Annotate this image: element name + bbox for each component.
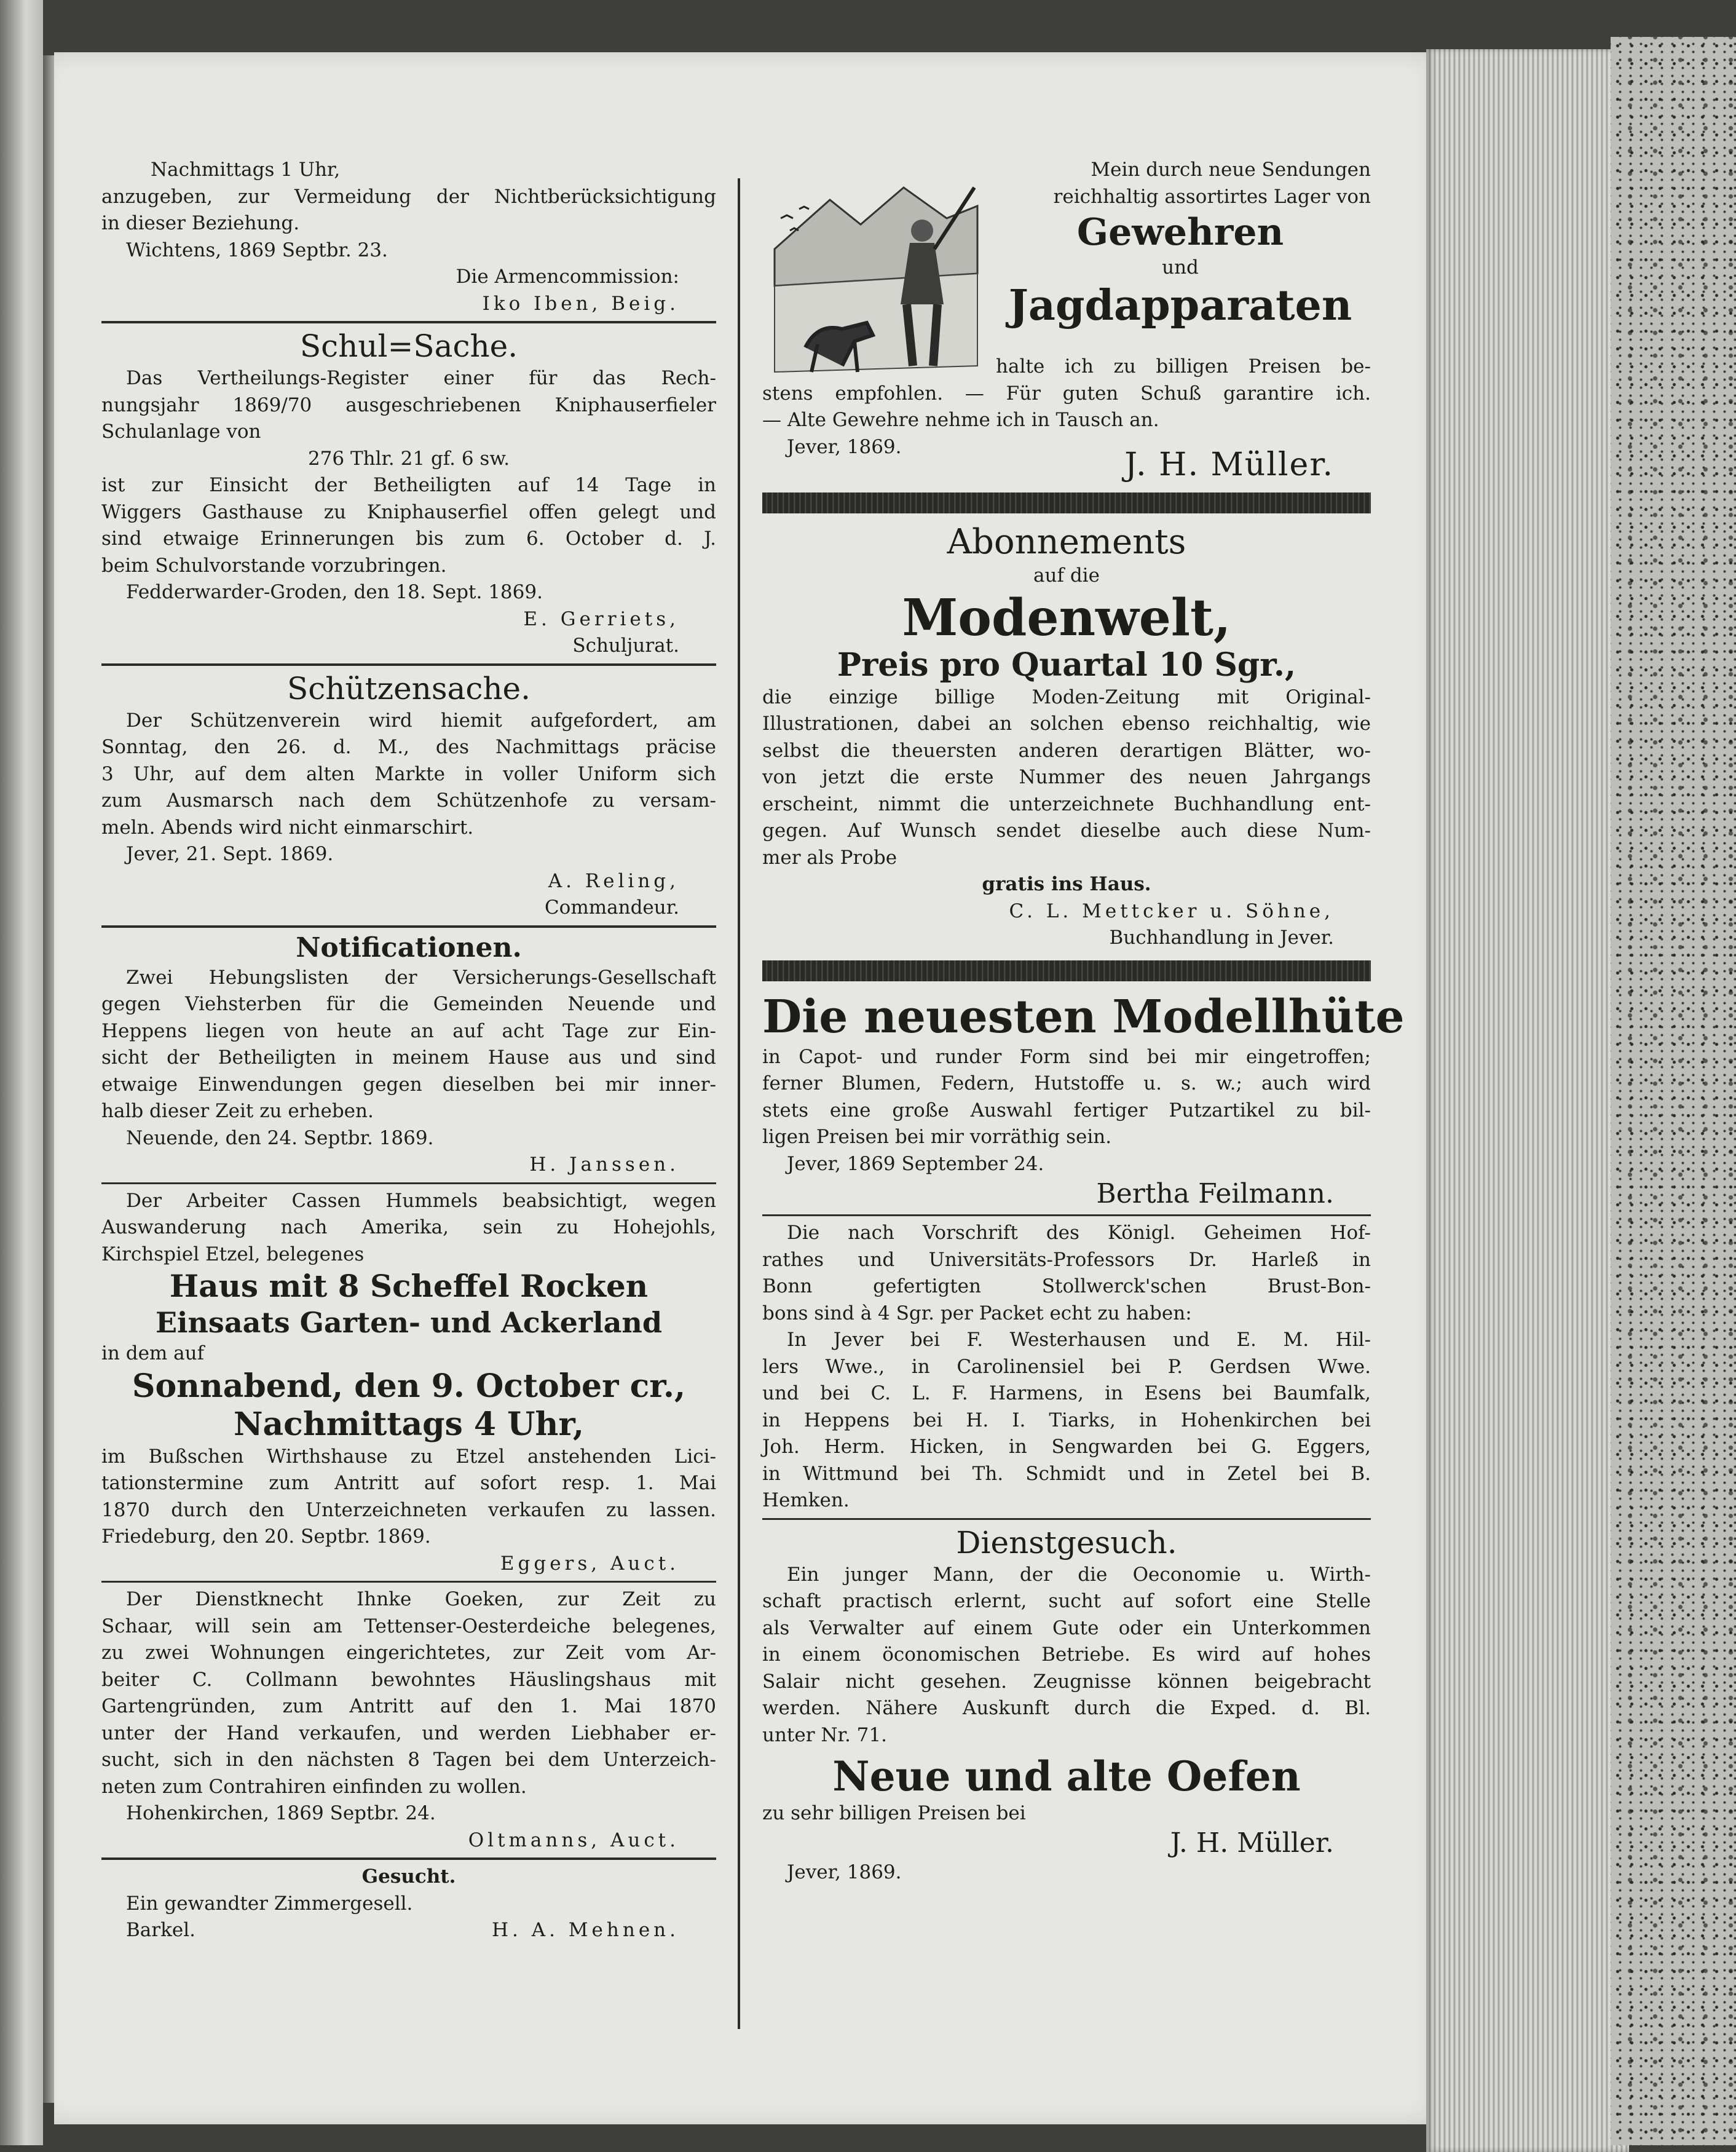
text-line: mer als Probe: [762, 846, 898, 869]
text-line: sucht, sich in den nächsten 8 Tagen bei dem Unterzeich-: [101, 1749, 716, 1771]
text-line: Jever, 21. Sept. 1869.: [126, 843, 334, 865]
text-line: meln. Abends wird nicht einmarschirt.: [101, 816, 474, 839]
right-column: [762, 157, 1405, 1886]
text-line: schaft practisch erlernt, sucht auf sofort eine Stelle: [762, 1590, 1371, 1612]
text-line: — Alte Gewehre nehme ich in Tausch an.: [762, 409, 1159, 431]
signature: Bertha Feilmann.: [1096, 1178, 1334, 1209]
text-line: Mein durch neue Sendungen: [1091, 159, 1371, 181]
dienstknecht-notice: [101, 1586, 716, 1854]
section-heading: Notificationen.: [296, 932, 522, 963]
text-line: gegen Viehsterben für die Gemeinden Neuende und: [101, 993, 716, 1015]
text-line: Illustrationen, dabei an solchen ebenso reichhaltig, wie: [762, 713, 1371, 735]
text-line: in Wittmund bei Th. Schmidt und in Zetel bei B.: [762, 1462, 1371, 1485]
haus-notice: [101, 1188, 716, 1578]
text-line: unter der Hand verkaufen, und werden Liebhaber er-: [101, 1722, 716, 1744]
schul-notice: [101, 327, 716, 660]
page-edges: [1426, 49, 1629, 2152]
text-line: Wichtens, 1869 Septbr. 23.: [126, 239, 388, 261]
text-line: gratis ins Haus.: [982, 873, 1151, 895]
modellhuete-ad: [762, 990, 1405, 1211]
display-line: Gewehren: [1076, 211, 1284, 254]
gewehre-text: [990, 157, 1371, 330]
text-line: stets eine große Auswahl fertiger Putzartikel zu bil-: [762, 1099, 1371, 1121]
text-line: 1870 durch den Unterzeichneten verkaufen zu lassen.: [101, 1498, 716, 1521]
text-line: Friedeburg, den 20. Septbr. 1869.: [101, 1525, 431, 1548]
text-line: etwaige Einwendungen gegen dieselben bei mir inner-: [101, 1073, 716, 1096]
text-line: nungsjahr 1869/70 ausgeschriebenen Kniphauserfieler: [101, 394, 716, 416]
text-line: in einem öconomischen Betriebe. Es wird auf hohes: [762, 1644, 1371, 1666]
separator-rule: [762, 1518, 1371, 1520]
text-line: halte ich zu billigen Preisen be-: [996, 355, 1371, 378]
text-line: sind etwaige Erinnerungen bis zum 6. October d. J.: [101, 528, 716, 550]
signature: Die Armencommission:: [456, 266, 679, 288]
text-line: Hemken.: [762, 1489, 850, 1511]
signature: Eggers, Auct.: [500, 1552, 679, 1575]
display-line: Die neuesten Modellhüte: [762, 990, 1405, 1043]
signature: C. L. Mettcker u. Söhne,: [1009, 900, 1334, 922]
text-line: und bei C. L. F. Harmens, in Esens bei Baumfalk,: [762, 1382, 1371, 1404]
text-line: beiter C. Collmann bewohntes Häuslingshaus mit: [101, 1668, 716, 1691]
section-heading: Gesucht.: [361, 1865, 456, 1888]
text-line: bons sind à 4 Sgr. per Packet echt zu haben:: [762, 1302, 1192, 1324]
text-line: Joh. Herm. Hicken, in Sengwarden bei G. Eggers,: [762, 1436, 1371, 1458]
separator-rule: [101, 1857, 716, 1860]
armen-notice: [101, 157, 716, 317]
text-line: unter Nr. 71.: [762, 1723, 887, 1746]
text-line: halb dieser Zeit zu erheben.: [101, 1100, 374, 1122]
text-line: von jetzt die erste Nummer des neuen Jahrgangs: [762, 766, 1371, 788]
text-line: erscheint, nimmt die unterzeichnete Buchhandlung ent-: [762, 793, 1371, 815]
text-line: ist zur Einsicht der Betheiligten auf 14 Tage in: [101, 474, 716, 496]
text-line: Jever, 1869.: [787, 1861, 902, 1883]
text-line: In Jever bei F. Westerhausen und E. M. Hil-: [787, 1329, 1371, 1351]
text-line: zu zwei Wohnungen eingerichtetes, zur Zeit vom Ar-: [101, 1642, 716, 1664]
oefen-ad: [762, 1752, 1371, 1886]
text-line: tationstermine zum Antritt auf sofort resp. 1. Mai: [101, 1472, 716, 1494]
text-line: anzugeben, zur Vermeidung der Nichtberücksichtigung: [101, 185, 716, 208]
text-line: stens empfohlen. — Für guten Schuß garantire ich.: [762, 382, 1371, 405]
black-divider-bar: [762, 960, 1371, 981]
modenwelt-ad: [762, 522, 1371, 952]
gesucht-notice: [101, 1864, 716, 1944]
display-line: Preis pro Quartal 10 Sgr.,: [837, 646, 1296, 684]
text-line: zu sehr billigen Preisen bei: [762, 1802, 1026, 1824]
text-line: beim Schulvorstande vorzubringen.: [101, 554, 447, 577]
gewehre-lower: [762, 354, 1371, 461]
book-cover-board: [1611, 37, 1736, 2145]
left-page-edge: [0, 0, 43, 2145]
gewehre-ad: [762, 157, 1371, 464]
black-divider-bar: [762, 493, 1371, 513]
separator-rule: [101, 925, 716, 928]
section-heading: Dienstgesuch.: [956, 1524, 1177, 1561]
signature: Commandeur.: [544, 896, 679, 919]
notif-notice: [101, 932, 716, 1179]
bonbons-ad: [762, 1220, 1371, 1514]
amount-line: 276 Thlr. 21 gf. 6 sw.: [307, 447, 510, 470]
text-line: Salair nicht gesehen. Zeugnisse können beigebracht: [762, 1670, 1371, 1693]
book-gutter: [43, 55, 54, 2103]
text-line: Kirchspiel Etzel, belegenes: [101, 1243, 365, 1265]
text-line: Hohenkirchen, 1869 Septbr. 24.: [126, 1802, 436, 1824]
separator-rule: [762, 1214, 1371, 1216]
text-line: ferner Blumen, Federn, Hutstoffe u. s. w.; auch wird: [762, 1072, 1371, 1094]
text-line: Auswanderung nach Amerika, sein zu Hohejohls,: [101, 1216, 716, 1238]
text-line: Das Vertheilungs-Register einer für das Rech-: [126, 367, 716, 389]
display-line: Modenwelt,: [902, 588, 1231, 647]
text-line: die einzige billige Moden-Zeitung mit Original-: [762, 686, 1371, 708]
text-line: in Heppens bei H. I. Tiarks, in Hohenkirchen bei: [762, 1409, 1371, 1431]
text-line: selbst die theuersten anderen derartigen Blätter, wo-: [762, 739, 1371, 762]
text-line: Schulanlage von: [101, 421, 261, 443]
text-line: Die nach Vorschrift des Königl. Geheimen Hof-: [787, 1222, 1371, 1244]
text-line: lers Wwe., in Carolinensiel bei P. Gerdsen Wwe.: [762, 1355, 1371, 1378]
signature: H. A. Mehnen.: [491, 1919, 679, 1941]
separator-rule: [101, 663, 716, 666]
text-line: Ein gewandter Zimmergesell.: [126, 1892, 413, 1915]
text-line: gegen. Auf Wunsch sendet dieselbe auch diese Num-: [762, 820, 1371, 842]
text-line: Sonntag, den 26. d. M., des Nachmittags präcise: [101, 736, 716, 758]
signature: J. H. Müller.: [1170, 1827, 1334, 1859]
text-line: Der Arbeiter Cassen Hummels beabsichtigt, wegen: [126, 1189, 716, 1212]
text-line: Gartengründen, zum Antritt auf den 1. Mai 1870: [101, 1695, 716, 1717]
dienstgesuch-ad: [762, 1524, 1371, 1749]
section-heading: Schul=Sache.: [299, 328, 518, 364]
signature: Buchhandlung in Jever.: [1109, 927, 1334, 949]
text-line: Wiggers Gasthause zu Kniphauserfiel offen gelegt und: [101, 500, 716, 523]
separator-rule: [101, 1581, 716, 1583]
separator-rule: [101, 1182, 716, 1184]
display-line: Neue und alte Oefen: [832, 1752, 1301, 1800]
text-line: ligen Preisen bei mir vorräthig sein.: [762, 1126, 1112, 1148]
display-line: Einsaats Garten- und Ackerland: [155, 1306, 663, 1339]
place-name: Barkel.: [126, 1919, 195, 1941]
display-line: Sonnabend, den 9. October cr.,: [132, 1367, 686, 1405]
signature: A. Reling,: [548, 869, 679, 892]
text-line: reichhaltig assortirtes Lager von: [1053, 185, 1371, 208]
display-line: Nachmittags 4 Uhr,: [233, 1405, 585, 1443]
text-line: Neuende, den 24. Septbr. 1869.: [126, 1126, 434, 1149]
text-line: als Verwalter auf einem Gute oder ein Unterkommen: [762, 1616, 1371, 1639]
text-line: Der Schützenverein wird hiemit aufgefordert, am: [126, 709, 716, 732]
display-line: Abonnements: [947, 522, 1186, 562]
text-line: auf die: [1033, 564, 1100, 587]
text-line: Fedderwarder-Groden, den 18. Sept. 1869.: [126, 581, 543, 603]
signature: J. H. Müller.: [1124, 446, 1334, 483]
text-line: 3 Uhr, auf dem alten Markte in voller Uniform sich: [101, 762, 716, 785]
left-column: [101, 157, 716, 1944]
display-line: Jagdapparaten: [1008, 280, 1352, 330]
text-line: rathes und Universitäts-Professors Dr. Harleß in: [762, 1248, 1371, 1271]
text-line: sicht der Betheiligten in meinem Hause aus und sind: [101, 1046, 716, 1069]
text-line: werden. Nähere Auskunft durch die Exped. d. Bl.: [762, 1697, 1371, 1719]
signature: Iko Iben, Beig.: [482, 292, 679, 315]
text-line: Jever, 1869 September 24.: [787, 1152, 1044, 1175]
column-divider: [738, 178, 740, 2029]
text-line: in Capot- und runder Form sind bei mir eingetroffen;: [762, 1045, 1371, 1068]
signature: E. Gerriets,: [523, 607, 679, 630]
text-line: Ein junger Mann, der die Oeconomie u. Wirth-: [787, 1563, 1371, 1586]
display-line: Haus mit 8 Scheffel Rocken: [169, 1268, 649, 1304]
text-line: Jever, 1869.: [787, 435, 902, 458]
section-heading: Schützensache.: [286, 670, 531, 706]
text-line: Nachmittags 1 Uhr,: [151, 159, 341, 181]
text-line: und: [1162, 256, 1199, 279]
signature: H. Janssen.: [529, 1153, 679, 1176]
text-line: in dieser Beziehung.: [101, 212, 300, 234]
text-line: Schaar, will sein am Tettenser-Oesterdeiche belegenes,: [101, 1615, 716, 1637]
text-line: Zwei Hebungslisten der Versicherungs-Gesellschaft: [126, 966, 716, 989]
signature: Schuljurat.: [572, 635, 679, 657]
hunter-illustration: [762, 163, 984, 384]
text-line: in dem auf: [101, 1342, 205, 1364]
schuetzen-notice: [101, 670, 716, 922]
text-line: zum Ausmarsch nach dem Schützenhofe zu versam-: [101, 789, 716, 812]
text-line: neten zum Contrahiren einfinden zu wollen.: [101, 1775, 527, 1798]
text-line: Der Dienstknecht Ihnke Goeken, zur Zeit zu: [126, 1588, 716, 1610]
separator-rule: [101, 321, 716, 323]
text-line: Bonn gefertigten Stollwerck'schen Brust-Bon-: [762, 1275, 1371, 1297]
text-line: Heppens liegen von heute an auf acht Tage zur Ein-: [101, 1019, 716, 1042]
signature-line: [101, 1917, 716, 1944]
text-line: im Bußschen Wirthshause zu Etzel anstehenden Lici-: [101, 1445, 716, 1468]
signature: Oltmanns, Auct.: [468, 1829, 679, 1851]
